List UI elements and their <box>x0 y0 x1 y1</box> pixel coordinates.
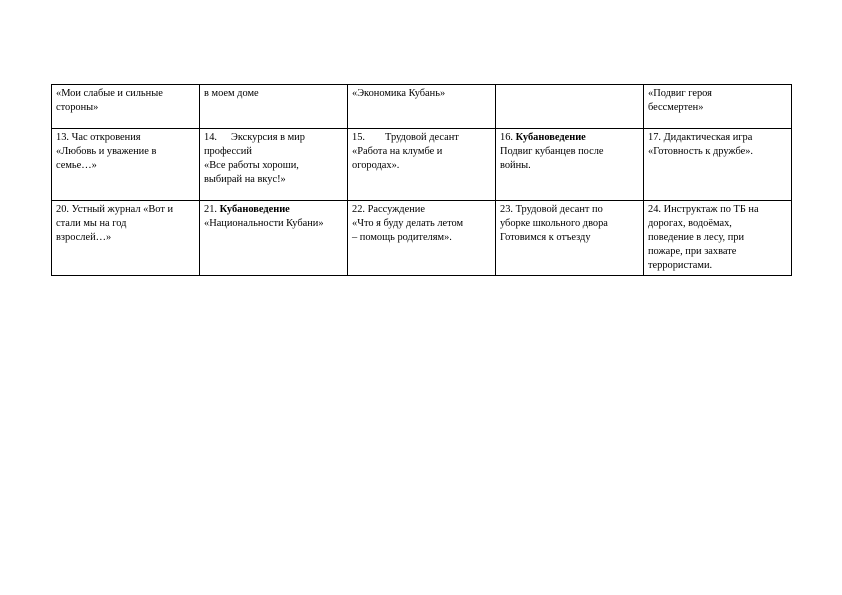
table-cell-r1-c1 <box>52 85 200 129</box>
table-row <box>52 85 792 129</box>
cell-text: – помощь родителям». <box>352 232 452 243</box>
cell-text: «Экономика Кубань» <box>352 88 446 99</box>
cell-text: 17. Дидактическая игра <box>648 132 753 143</box>
cell-text: в моем доме <box>204 88 259 99</box>
cell-text: дорогах, водоёмах, <box>648 218 732 229</box>
table-cell-r1-c2 <box>200 85 348 129</box>
table-cell-r3-c1 <box>52 201 200 276</box>
item-number: 21. <box>204 204 217 215</box>
cell-text: «Готовность к дружбе». <box>648 146 754 157</box>
cell-text: семье…» <box>56 160 97 171</box>
cell-text: огородах». <box>352 160 400 171</box>
cell-text: «Национальности Кубани» <box>204 218 324 229</box>
cell-text: 20. Устный журнал «Вот и <box>56 204 174 215</box>
cell-text: выбирай на вкус!» <box>204 174 286 185</box>
table-cell-r2-c1 <box>52 129 200 201</box>
cell-text: террористами. <box>648 260 713 271</box>
table-cell-r2-c2 <box>200 129 348 201</box>
cell-text: «Подвиг героя <box>648 88 712 99</box>
cell-text: «Все работы хороши, <box>204 160 299 171</box>
cell-text: Готовимся к отъезду <box>500 232 591 243</box>
cell-heading <box>204 131 343 145</box>
cell-text: поведение в лесу, при <box>648 232 745 243</box>
cell-text: 22. Рассуждение <box>352 204 425 215</box>
table-cell-r1-c4 <box>496 85 644 129</box>
item-title: Экскурсия в мир <box>231 132 305 143</box>
cell-text: «Любовь и уважение в <box>56 146 157 157</box>
table-row <box>52 201 792 276</box>
cell-text: 23. Трудовой десант по <box>500 204 603 215</box>
table-cell-r3-c3 <box>348 201 496 276</box>
cell-text: профессий <box>204 146 252 157</box>
cell-text: взрослей…» <box>56 232 112 243</box>
cell-text: стали мы на год <box>56 218 127 229</box>
cell-text: стороны» <box>56 102 99 113</box>
cell-text: «Мои слабые и сильные <box>56 88 163 99</box>
table-cell-r1-c5 <box>644 85 792 129</box>
item-title-bold: Кубановедение <box>219 204 290 215</box>
cell-text: «Что я буду делать летом <box>352 218 464 229</box>
item-number: 14. <box>204 132 217 143</box>
item-title: Трудовой десант <box>385 132 459 143</box>
item-number: 15. <box>352 132 365 143</box>
table-cell-r2-c5 <box>644 129 792 201</box>
cell-text: пожаре, при захвате <box>648 246 737 257</box>
table-cell-r2-c4 <box>496 129 644 201</box>
table-cell-r3-c2 <box>200 201 348 276</box>
cell-text: «Работа на клумбе и <box>352 146 443 157</box>
table-cell-r1-c3 <box>348 85 496 129</box>
cell-text: 24. Инструктаж по ТБ на <box>648 204 759 215</box>
table-cell-r2-c3 <box>348 129 496 201</box>
cell-text: 13. Час откровения <box>56 132 141 143</box>
cell-text: войны. <box>500 160 531 171</box>
table-row <box>52 129 792 201</box>
item-title-bold: Кубановедение <box>515 132 586 143</box>
cell-heading <box>500 131 639 145</box>
activity-plan-table <box>51 84 792 276</box>
cell-text: бессмертен» <box>648 102 704 113</box>
cell-text: уборке школьного двора <box>500 218 608 229</box>
cell-heading <box>204 203 343 217</box>
cell-text: Подвиг кубанцев после <box>500 146 604 157</box>
table-cell-r3-c5 <box>644 201 792 276</box>
item-number: 16. <box>500 132 513 143</box>
table-cell-r3-c4 <box>496 201 644 276</box>
cell-heading <box>352 131 491 145</box>
